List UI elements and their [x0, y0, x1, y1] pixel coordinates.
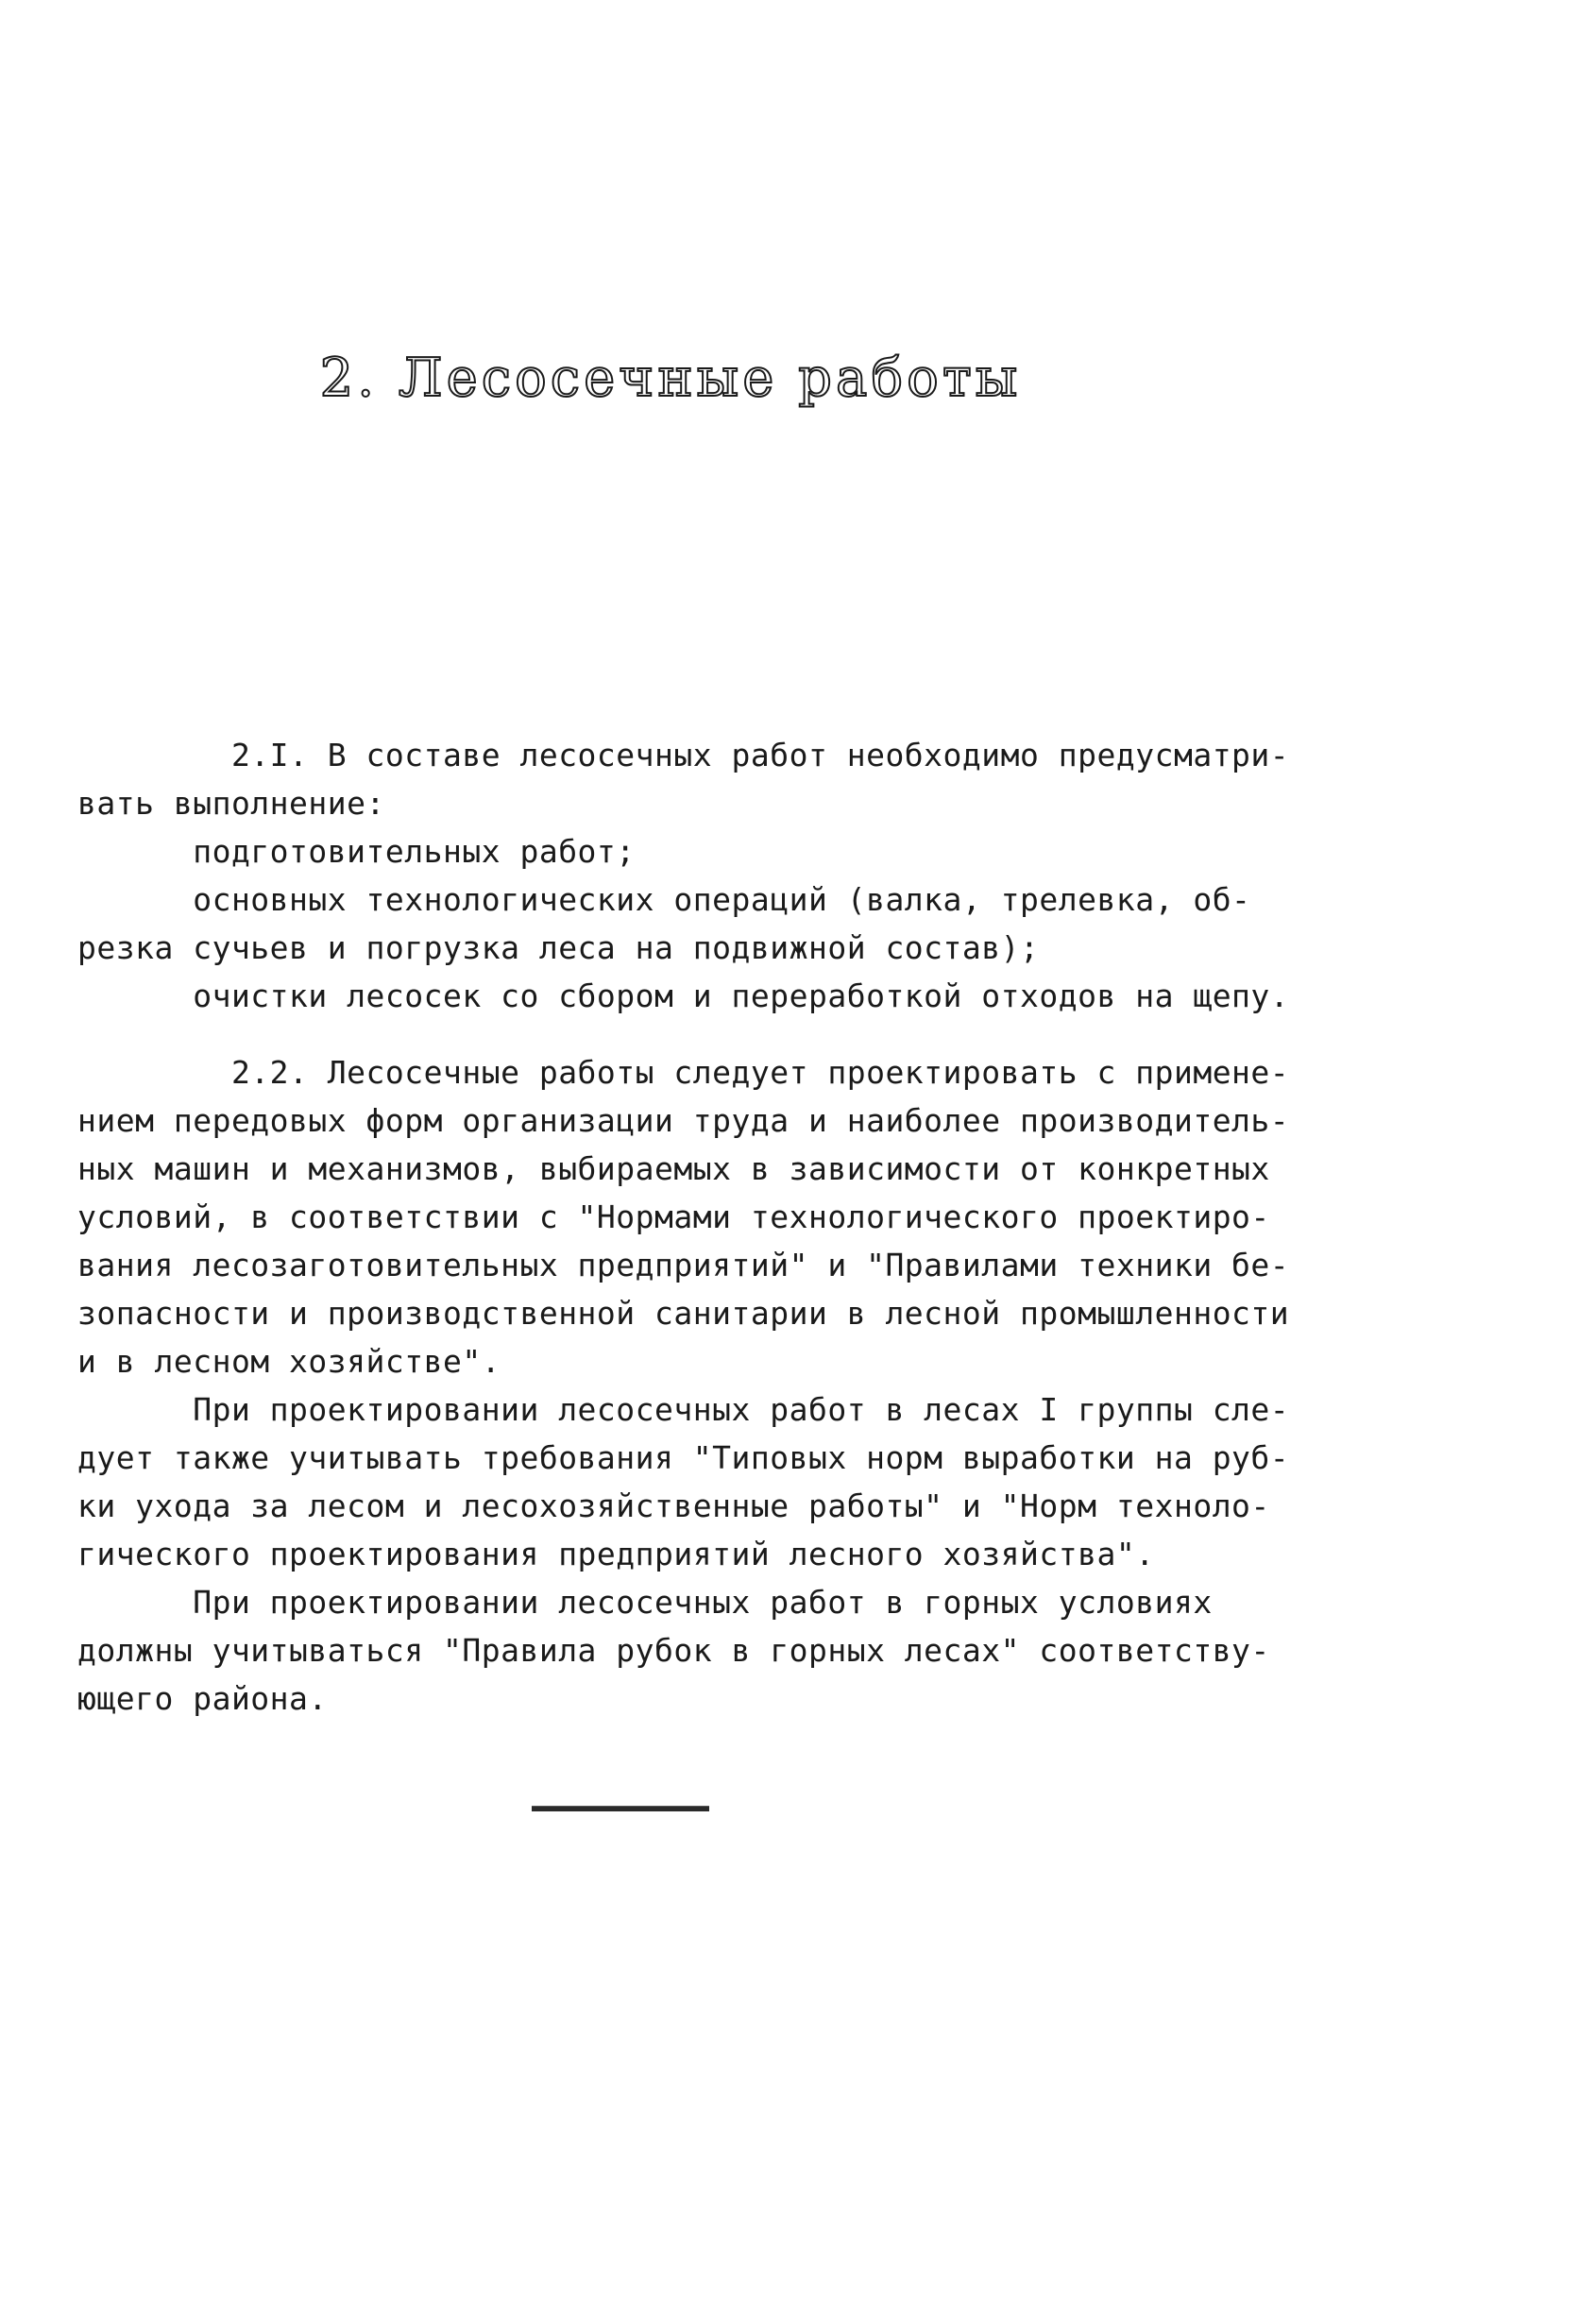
text-line: условий, в соответствии с "Нормами технологического проектиро- [77, 1198, 1270, 1235]
text-line: ки ухода за лесом и лесохозяйственные работы" и "Норм техноло- [77, 1487, 1270, 1524]
section-body [77, 731, 1333, 1723]
text-line: дует также учитывать требования "Типовых норм выработки на руб- [77, 1439, 1290, 1476]
text-line: и в лесном хозяйстве". [77, 1343, 501, 1380]
text-line: ных машин и механизмов, выбираемых в зависимости от конкретных [77, 1150, 1270, 1187]
text-line: 2.2. Лесосечные работы следует проектировать с примене- [77, 1054, 1290, 1091]
text-line: вания лесозаготовительных предприятий" и "Правилами техники бе- [77, 1247, 1290, 1283]
text-line: зопасности и производственной санитарии в лесной промышленности [77, 1295, 1290, 1332]
text-line: При проектировании лесосечных работ в горных условиях [77, 1584, 1213, 1621]
text-line: очистки лесосек со сбором и переработкой отходов на щепу. [77, 977, 1290, 1014]
section-title: 2. Лесосечные работы [319, 348, 1022, 409]
end-divider [532, 1806, 709, 1811]
text-line: 2.I. В составе лесосечных работ необходимо предусматри- [77, 737, 1290, 773]
text-line: ющего района. [77, 1680, 328, 1717]
paragraph-2-2 [77, 1048, 1333, 1723]
text-line: нием передовых форм организации труда и наиболее производитель- [77, 1102, 1290, 1139]
paragraph-spacer [77, 1020, 1333, 1048]
text-line: основных технологических операций (валка, трелевка, об- [77, 881, 1251, 918]
text-line: вать выполнение: [77, 785, 385, 822]
text-line: При проектировании лесосечных работ в лесах I группы сле- [77, 1391, 1290, 1428]
text-line: резка сучьев и погрузка леса на подвижной состав); [77, 929, 1040, 966]
text-line: подготовительных работ; [77, 833, 636, 870]
text-line: гического проектирования предприятий лесного хозяйства". [77, 1536, 1155, 1572]
text-line: должны учитываться "Правила рубок в горных лесах" соответству- [77, 1632, 1270, 1669]
paragraph-2-1 [77, 731, 1333, 1020]
